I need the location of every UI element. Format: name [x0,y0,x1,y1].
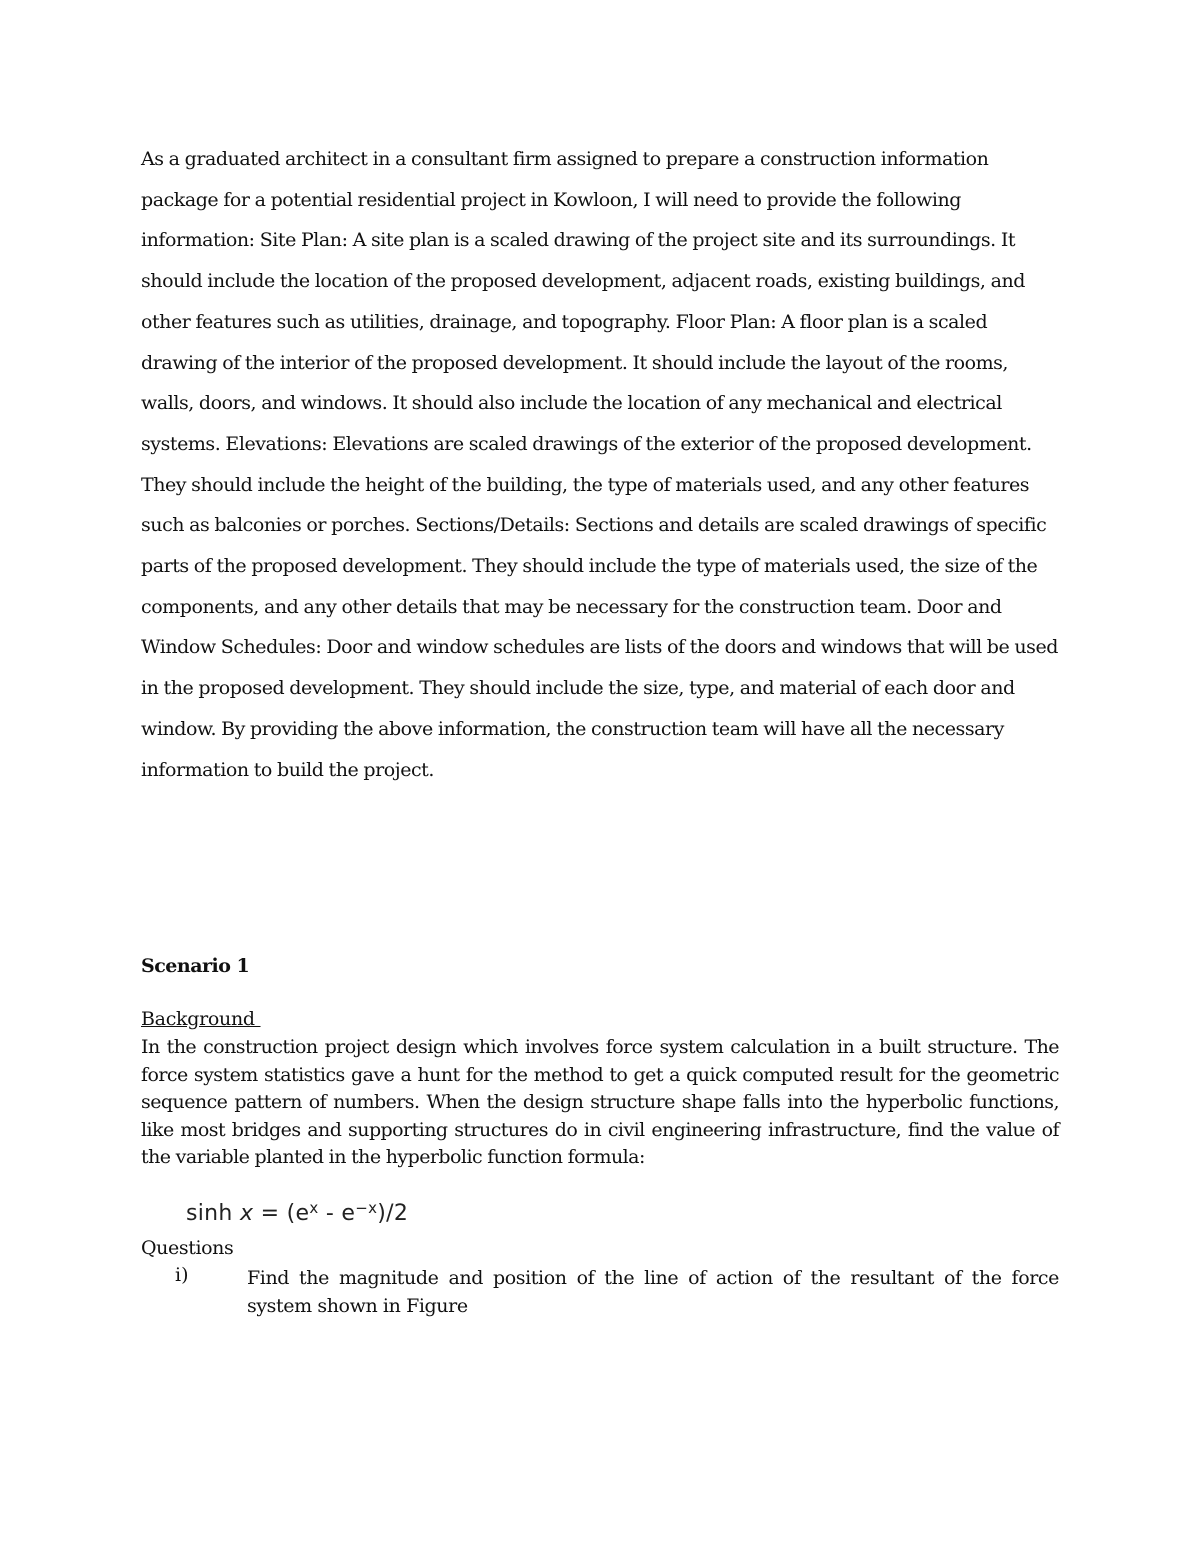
question-text: Find the magnitude and position of the line of action of the resultant of the force system shown in Figure [247,1267,1059,1317]
formula-exponent-negative: −x [355,1199,378,1217]
intro-paragraph: As a graduated architect in a consultant firm assigned to prepare a construction information package for a potential residential project in Kowloon, I will need to provide the following information: Site Plan: A site plan is a scaled drawing of the project site and its surroundings. It should include the location of the proposed development, adjacent roads, existing buildings, and other features such as utilities, drainage, and topography. Floor Plan: A floor plan is a scaled drawing of the interior of the proposed development. It should include the layout of the rooms, walls, doors, and windows. It should also include the location of any mechanical and electrical systems. Elevations: Elevations are scaled drawings of the exterior of the proposed development. They should include the height of the building, the type of materials used, and any other features such as balconies or porches. Sections/Details: Sections and details are scaled drawings of specific parts of the proposed development. They should include the type of materials used, the size of the components, and any other details that may be necessary for the construction team. Door and Window Schedules: Door and window schedules are lists of the doors and windows that will be used in the proposed development. They should include the size, type, and material of each door and window. By providing the above information, the construction team will have all the necessary information to build the project. [141,148,1058,781]
background-heading: Background [141,1008,261,1030]
formula-tail: )/2 [377,1201,409,1226]
hyperbolic-formula [186,1201,408,1226]
formula-equals: = (e [253,1201,310,1226]
formula-variable: x [239,1201,254,1226]
formula-minus: - e [318,1201,356,1226]
background-paragraph: In the construction project design which involves force system calculation in a built structure. The force system statistics gave a hunt for the method to get a quick computed result for the geometric sequence pattern of numbers. When the design structure shape falls into the hyperbolic functions, like most bridges and supporting structures do in civil engineering infrastructure, find the value of the variable planted in the hyperbolic function formula: [141,1036,1059,1168]
question-number: i) [175,1264,189,1286]
formula-exponent-positive: x [309,1199,319,1217]
formula-function: sinh [186,1201,240,1226]
scenario-heading: Scenario 1 [141,955,250,977]
questions-label: Questions [141,1237,234,1259]
